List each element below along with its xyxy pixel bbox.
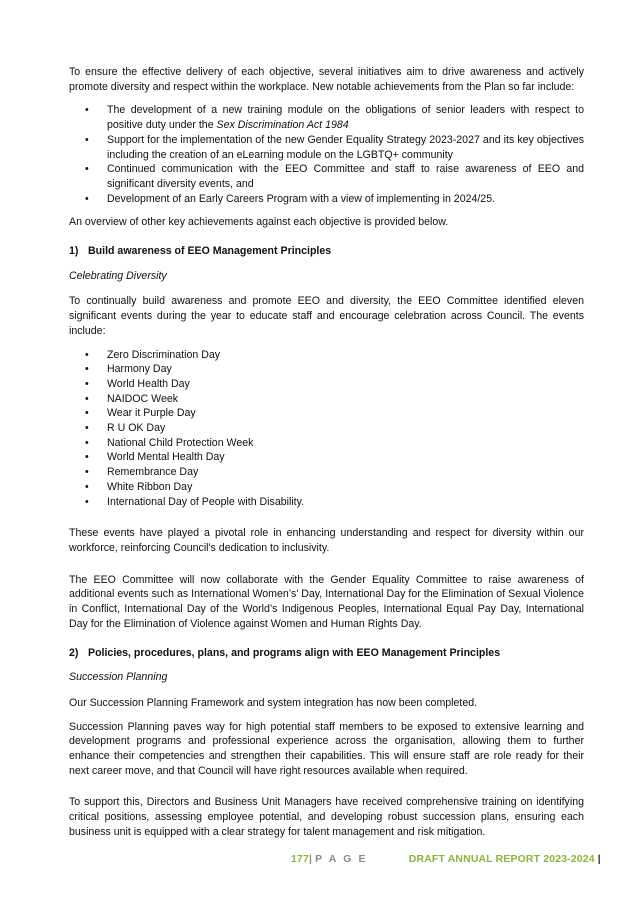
- bullet-icon: •: [85, 495, 89, 508]
- report-title: DRAFT ANNUAL REPORT 2023-2024: [408, 854, 595, 865]
- overview-paragraph: An overview of other key achievements against each objective is provided below.: [69, 216, 449, 229]
- list-item: • White Ribbon Day: [85, 480, 193, 493]
- bullet-icon: •: [85, 348, 89, 361]
- bullet-icon: •: [85, 363, 89, 376]
- bullet-icon: •: [85, 104, 89, 117]
- bullet-icon: •: [85, 163, 89, 176]
- section-2-paragraph-1: Our Succession Planning Framework and system integration has now been completed.: [69, 696, 478, 709]
- list-item: • World Mental Health Day: [85, 451, 225, 464]
- intro-paragraph: To ensure the effective delivery of each objective, several initiatives aim to drive awareness and actively promote diversity and respect within the workplace. New notable achievements from the Plan so far include:: [69, 66, 584, 93]
- bullet-icon: •: [85, 436, 89, 449]
- section-2-paragraph-3: To support this, Directors and Business Unit Managers have received comprehensive training on identifying critical positions, assessing employee potential, and developing robust succession plans, ensuring each business unit is equipped with a clear strategy for talent management and risk mitigation.: [69, 796, 584, 838]
- document-page: [69, 65, 584, 849]
- spacer: [69, 518, 584, 526]
- list-item: • International Day of People with Disability.: [85, 495, 305, 508]
- section-2-heading: 2) Policies, procedures, plans, and programs align with EEO Management Principles: [69, 646, 501, 659]
- spacer: [69, 787, 584, 795]
- bullet-icon: •: [85, 451, 89, 464]
- bullet-icon: •: [85, 480, 89, 493]
- spacer: [69, 565, 584, 573]
- footer-separator: |: [308, 854, 313, 865]
- list-item: • The development of a new training module on the obligations of senior leaders with respect to positive duty under the Sex Discrimination Act 1984: [85, 104, 584, 132]
- list-item: • Continued communication with the EEO Committee and staff to raise awareness of EEO and significant diversity events, and: [85, 163, 584, 190]
- bullet-icon: •: [85, 133, 89, 146]
- achievements-list: [69, 103, 584, 206]
- list-item: • Harmony Day: [85, 363, 172, 376]
- bullet-icon: •: [85, 466, 89, 479]
- list-item: • NAIDOC Week: [85, 392, 179, 405]
- section-1-paragraph-1: To continually build awareness and promote EEO and diversity, the EEO Committee identified eleven significant events during the year to educate staff and encourage celebration across Council. The events include:: [69, 295, 584, 337]
- list-item: • Support for the implementation of the new Gender Equality Strategy 2023-2027 and its key objectives including the creation of an eLearning module on the LGBTQ+ community: [85, 133, 584, 161]
- section-2-paragraph-2: Succession Planning paves way for high potential staff members to be exposed to extensive learning and development programs and professional experience across the organisation, allowing them to further enhance their competencies and strengthen their capabilities. This will ensure staff are role ready for their next career move, and that Council will have right resources available when required.: [69, 720, 584, 777]
- page-label: P A G E: [315, 854, 368, 865]
- list-item: • Wear it Purple Day: [85, 407, 196, 420]
- section-2-subheading: Succession Planning: [69, 671, 168, 684]
- list-item: • National Child Protection Week: [85, 436, 254, 449]
- footer-end-bar: |: [597, 854, 601, 865]
- section-1-heading: 1) Build awareness of EEO Management Principles: [69, 245, 332, 258]
- bullet-icon: •: [85, 377, 89, 390]
- page-number: 177: [291, 854, 309, 865]
- section-1-paragraph-2: These events have played a pivotal role in enhancing understanding and respect for diversity within our workforce, reinforcing Council's dedication to inclusivity.: [69, 527, 584, 554]
- section-1-subheading: Celebrating Diversity: [69, 269, 167, 282]
- act-title: Sex Discrimination Act 1984: [216, 119, 349, 132]
- page-footer: [291, 853, 601, 868]
- list-item: • Remembrance Day: [85, 466, 199, 479]
- list-item: • Development of an Early Careers Program with a view of implementing in 2024/25.: [85, 192, 496, 205]
- bullet-icon: •: [85, 392, 89, 405]
- events-list: [69, 348, 584, 510]
- section-1-paragraph-3: The EEO Committee will now collaborate with the Gender Equality Committee to raise awareness of additional events such as International Women’s’ Day, International Day for the Elimination of Sexual Violence in Conflict, International Day of the World’s Indigenous Peoples, International Equal Pay Day, International Day for the Elimination of Violence against Women and Human Rights Day.: [69, 573, 584, 630]
- list-item: • World Health Day: [85, 377, 190, 390]
- list-item: • R U OK Day: [85, 422, 166, 435]
- list-item: • Zero Discrimination Day: [85, 348, 221, 361]
- bullet-icon: •: [85, 192, 89, 205]
- bullet-icon: •: [85, 422, 89, 435]
- bullet-icon: •: [85, 407, 89, 420]
